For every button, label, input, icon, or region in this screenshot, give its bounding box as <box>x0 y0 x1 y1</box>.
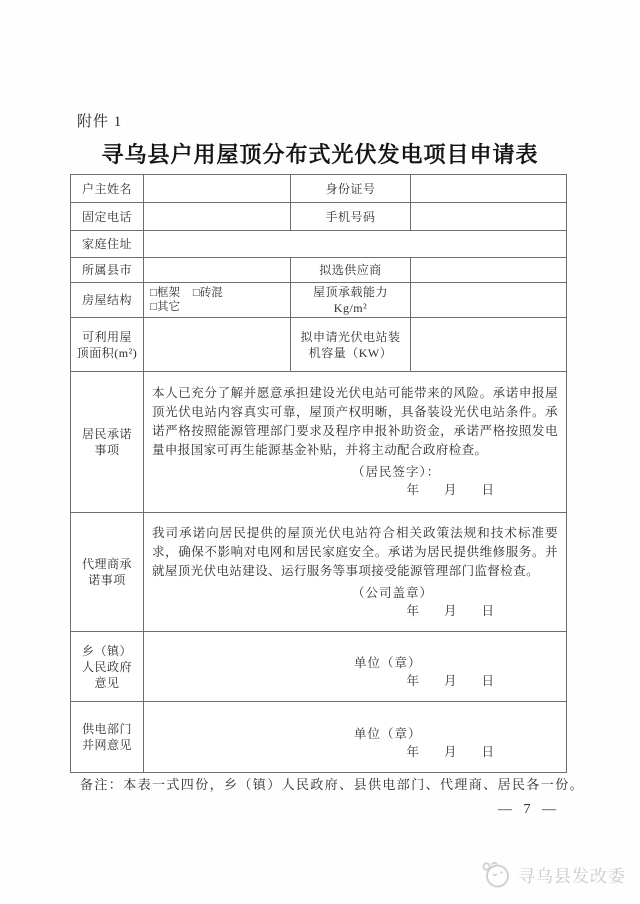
attachment-label: 附件 1 <box>77 114 123 130</box>
supplier-label: 拟选供应商 <box>291 258 411 283</box>
address-label: 家庭住址 <box>71 231 144 258</box>
township-unit-seal-label: 单位（章） <box>354 656 422 670</box>
agent-commitment-cell <box>144 520 566 625</box>
township-opinion-row <box>71 632 567 702</box>
structure-label: 房屋结构 <box>71 283 144 318</box>
resident-commitment-row <box>71 372 567 513</box>
pv-capacity-field <box>411 318 567 372</box>
roof-capacity-field <box>411 283 567 318</box>
agent-date-line: 年 月 日 <box>406 603 494 618</box>
resident-commitment-cell <box>144 380 566 504</box>
account-name: 寻乌县发改委 <box>518 866 626 886</box>
id-number-field <box>411 175 567 203</box>
grid-opinion-cell <box>144 710 566 765</box>
roof-area-field <box>144 318 291 372</box>
table-row <box>71 318 567 372</box>
landline-field <box>144 203 291 231</box>
roof-capacity-label: 屋顶承载能力 Kg/m² <box>291 283 411 318</box>
agent-commitment-row <box>71 513 567 632</box>
pv-capacity-label: 拟申请光伏电站装机容量（KW） <box>291 318 411 372</box>
wechat-account-logo-icon <box>480 858 512 890</box>
resident-commitment-text: 本人已充分了解并愿意承担建设光伏电站可能带来的风险。承诺申报屋顶光伏电站内容真实可靠，屋顶产权明晰，具备装设光伏电站条件。承诺严格按照能源管理部门要求及程序申报补助资金，承诺严格按照发电量申报国家可再生能源基金补贴，并将主动配合政府检查。 <box>152 386 558 457</box>
landline-label: 固定电话 <box>71 203 144 231</box>
table-row <box>71 175 567 203</box>
township-opinion-cell <box>144 639 566 694</box>
page-title: 寻乌县户用屋顶分布式光伏发电项目申请表 <box>101 142 539 167</box>
resident-date-line: 年 月 日 <box>406 483 494 497</box>
grid-date-line: 年 月 日 <box>406 744 494 759</box>
table-row <box>71 258 567 283</box>
checkbox-option-brick: □砖混 <box>192 287 223 299</box>
table-row <box>71 203 567 231</box>
checkbox-option-other: □其它 <box>150 301 180 313</box>
mobile-field <box>411 203 567 231</box>
account-watermark <box>480 858 626 890</box>
resident-commitment-label: 居民承诺事项 <box>71 372 144 513</box>
grid-opinion-row <box>71 702 567 773</box>
checkbox-option-frame: □框架 <box>150 287 180 299</box>
owner-name-field <box>144 175 291 203</box>
agent-commitment-text: 我司承诺向居民提供的屋顶光伏电站符合相关政策法规和技术标准要求，确保不影响对电网和居民家庭安全。承诺为居民提供维修服务。并就屋顶光伏电站建设、运行服务等事项接受能源管理部门监督检查。 <box>152 525 558 578</box>
address-field <box>144 231 567 258</box>
grid-unit-seal-label: 单位（章） <box>354 726 422 741</box>
county-label: 所属县市 <box>71 258 144 283</box>
county-field <box>144 258 291 283</box>
table-row <box>71 283 567 318</box>
application-form-table <box>70 174 567 773</box>
table-row <box>71 231 567 258</box>
structure-options <box>144 285 290 315</box>
page-number: — 7 — <box>498 802 556 817</box>
township-date-line: 年 月 日 <box>406 674 494 688</box>
roof-area-label: 可利用屋顶面积(m²) <box>71 318 144 372</box>
company-seal-label: （公司盖章） <box>352 585 434 600</box>
owner-name-label: 户主姓名 <box>71 175 144 203</box>
agent-commitment-label: 代理商承诺事项 <box>71 513 144 632</box>
id-number-label: 身份证号 <box>291 175 411 203</box>
grid-opinion-label: 供电部门并网意见 <box>71 702 144 773</box>
supplier-field <box>411 258 567 283</box>
township-opinion-label: 乡（镇）人民政府意见 <box>71 632 144 702</box>
footnote: 备注：本表一式四份，乡（镇）人民政府、县供电部门、代理商、居民各一份。 <box>80 777 585 792</box>
resident-signature-label: （居民签字）： <box>352 465 441 479</box>
mobile-label: 手机号码 <box>291 203 411 231</box>
